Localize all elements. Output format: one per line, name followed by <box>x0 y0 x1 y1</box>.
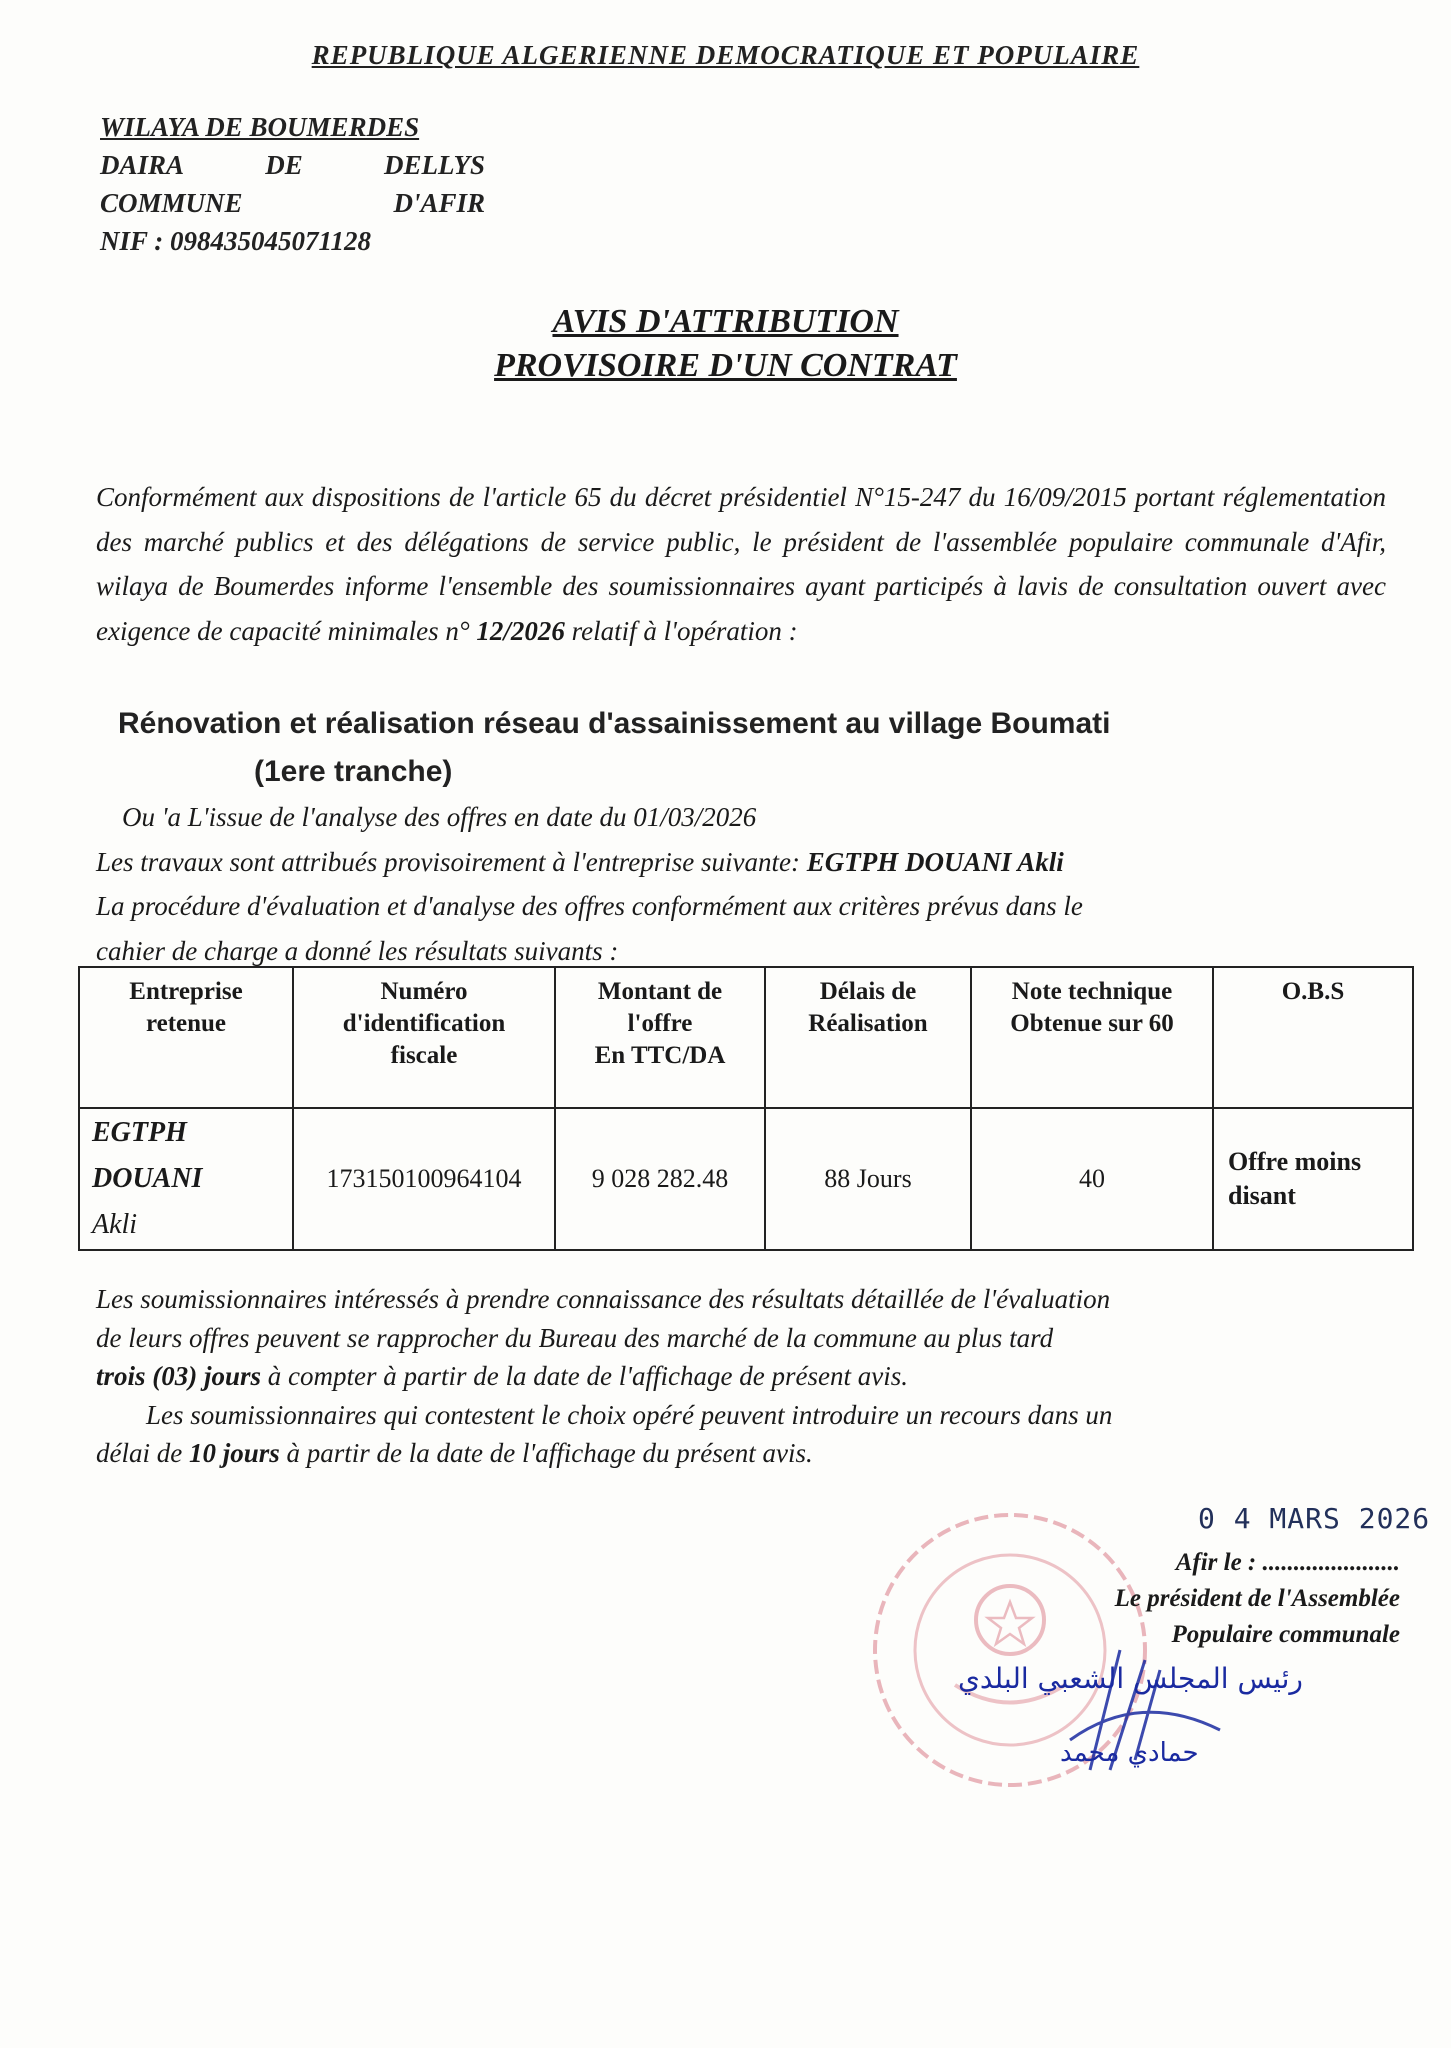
daira-label: DAIRA <box>100 150 185 180</box>
cell-obs-2: disant <box>1228 1181 1296 1210</box>
attribution-prefix: Les travaux sont attribués provisoirement à l'entreprise suivante: <box>96 846 800 877</box>
notice-title <box>0 300 1451 388</box>
header-company <box>79 967 293 1108</box>
administrative-header <box>100 108 500 260</box>
operation-line1: Rénovation et réalisation réseau d'assainissement au village Boumati <box>118 707 1111 740</box>
cell-company-3: Akli <box>92 1209 138 1240</box>
table-row <box>79 1108 1413 1250</box>
result-paragraph <box>96 795 1396 973</box>
cell-obs-1: Offre moins <box>1228 1147 1362 1176</box>
delay-ten-days: 10 jours <box>188 1438 280 1468</box>
header-score-1: Note technique <box>1011 978 1173 1005</box>
closing-line-2: de leurs offres peuvent se rapprocher du Bureau des marché de la commune au plus tard <box>96 1322 1054 1353</box>
cell-obs <box>1213 1108 1413 1250</box>
date-stamp: 0 4 MARS 2026 <box>1198 1502 1431 1535</box>
cell-company <box>79 1108 293 1250</box>
closing-line-4: Les soumissionnaires qui contestent le choix opéré peuvent introduire un recours dans un <box>146 1399 1113 1430</box>
daira-name: DELLYS <box>384 150 485 180</box>
notice-title-line2: PROVISOIRE D'UN CONTRAT <box>494 347 957 384</box>
operation-line2: (1ere tranche) <box>254 755 453 788</box>
header-company-1: Entreprise <box>129 978 243 1005</box>
cell-score: 40 <box>971 1108 1213 1250</box>
header-company-2: retenue <box>145 1010 227 1037</box>
closing-line-5-pre: délai de <box>96 1438 183 1468</box>
consultation-number: 12/2026 <box>476 615 565 646</box>
commune-line <box>100 184 485 222</box>
closing-line-5 <box>96 1434 1396 1473</box>
header-delay <box>765 967 971 1108</box>
delay-three-days: trois (03) jours <box>96 1361 262 1391</box>
closing-line-3-text: à compter à partir de la date de l'affichage de présent avis. <box>267 1361 908 1391</box>
procedure-line: La procédure d'évaluation et d'analyse des offres conformément aux critères prévus dans le <box>96 891 1083 921</box>
header-obs: O.B.S <box>1213 967 1413 1108</box>
header-delay-1: Délais de <box>819 978 917 1005</box>
daira-line <box>100 146 485 184</box>
signature-role-2: Populaire communale <box>1171 1621 1400 1648</box>
analysis-date-line: Ou 'a L'issue de l'analyse des offres en date du 01/03/2026 <box>122 802 757 832</box>
republic-heading: REPUBLIQUE ALGERIENNE DEMOCRATIQUE ET POPULAIRE <box>311 40 1140 70</box>
operation-title <box>118 700 1318 796</box>
header-score <box>971 967 1213 1108</box>
arabic-title-stamp: رئيس المجلس الشعبي البلدي <box>958 1662 1303 1695</box>
intro-tail: relatif à l'opération : <box>571 615 798 646</box>
header-nif-3: fiscale <box>390 1042 458 1069</box>
attribution-line <box>96 840 1396 885</box>
commune-name: D'AFIR <box>393 188 485 218</box>
attributed-company: EGTPH DOUANI Akli <box>806 846 1064 877</box>
header-nif-2: d'identification <box>342 1010 506 1037</box>
commune-label: COMMUNE <box>100 188 243 218</box>
cell-company-1: EGTPH <box>92 1117 187 1148</box>
header-amount-2: l'offre <box>627 1010 693 1037</box>
header-amount <box>555 967 765 1108</box>
procedure-line-2: cahier de charge a donné les résultats suivants : <box>96 935 619 966</box>
intro-paragraph <box>96 475 1386 653</box>
results-table <box>78 966 1414 1251</box>
header-amount-1: Montant de <box>597 978 723 1005</box>
daira-de: DE <box>265 150 303 180</box>
intro-text: Conformément aux dispositions de l'article 65 du décret présidentiel N°15-247 du 16/09/2015 portant réglementation des marché publics et des délégations de service public, le président de l'assemblée populaire communale d'Afir, wilaya de Boumerdes informe l'ensemble des soumissionnaires ayant participés à lavis de consultation ouvert avec exigence de capacité minimales n° <box>96 482 1386 646</box>
cell-amount: 9 028 282.48 <box>555 1108 765 1250</box>
signature-place: Afir le : ...................... <box>1175 1549 1400 1576</box>
handwritten-signature-icon <box>1050 1630 1230 1780</box>
signature-role-1: Le président de l'Assemblée <box>1114 1585 1400 1612</box>
cell-company-2: DOUANI <box>92 1163 203 1194</box>
closing-line-3 <box>96 1357 1396 1396</box>
header-score-2: Obtenue sur 60 <box>1010 1010 1174 1037</box>
closing-paragraphs <box>96 1280 1396 1473</box>
header-nif-1: Numéro <box>380 978 468 1005</box>
cell-delay: 88 Jours <box>765 1108 971 1250</box>
wilaya-line: WILAYA DE BOUMERDES <box>100 112 420 142</box>
header-amount-3: En TTC/DA <box>594 1042 726 1069</box>
closing-line-1: Les soumissionnaires intéressés à prendre connaissance des résultats détaillée de l'évaluation <box>96 1284 1111 1314</box>
table-header-row <box>79 967 1413 1108</box>
arabic-name-stamp: حمادي محمد <box>1060 1738 1199 1768</box>
closing-line-5-text: à partir de la date de l'affichage du présent avis. <box>286 1438 813 1468</box>
header-nif <box>293 967 555 1108</box>
cell-nif: 173150100964104 <box>293 1108 555 1250</box>
notice-title-line1: AVIS D'ATTRIBUTION <box>552 303 899 340</box>
nif-line: NIF : 098435045071128 <box>100 226 372 256</box>
header-delay-2: Réalisation <box>808 1010 928 1037</box>
